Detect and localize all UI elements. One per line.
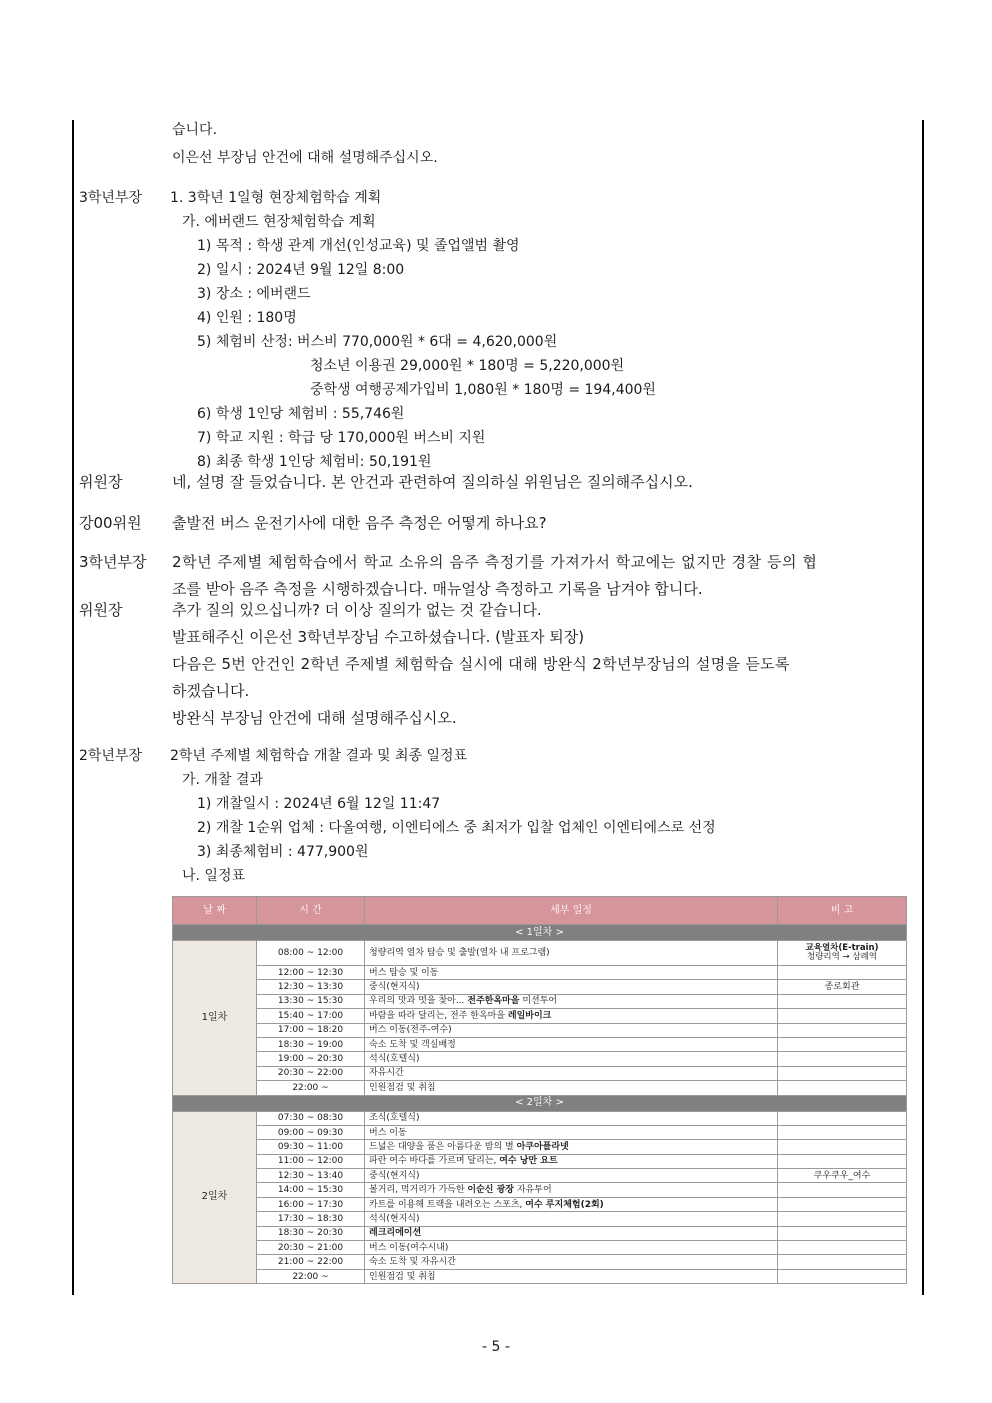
time-cell: 20:30 ~ 21:00 [257, 1241, 365, 1255]
note-cell [778, 1212, 907, 1226]
time-cell: 13:30 ~ 15:30 [257, 994, 365, 1008]
plan-cell [365, 966, 778, 980]
table-row [173, 1066, 907, 1080]
note-cell [778, 1111, 907, 1125]
text-line: 중학생 여행공제가입비 1,080원 * 180명 = 194,400원 [310, 382, 656, 398]
plan-cell [365, 1269, 778, 1283]
plan-highlight: 전주한옥마을 [467, 996, 520, 1007]
time-cell: 09:00 ~ 09:30 [257, 1125, 365, 1139]
text-line: 습니다. [172, 122, 218, 138]
plan-cell [365, 1037, 778, 1051]
note-cell [778, 1066, 907, 1080]
speaker-label: 위원장 [79, 601, 123, 619]
time-cell: 08:00 ~ 12:00 [257, 941, 365, 966]
right-border-line [922, 120, 924, 1295]
agenda-title: 2학년 주제별 체험학습 개찰 결과 및 최종 일정표 [170, 748, 468, 764]
text-line: 다음은 5번 안건인 2학년 주제별 체험학습 실시에 대해 방완식 2학년부장님의 설명을 듣도록 [172, 655, 790, 673]
plan-text: 자유투어 [514, 1185, 552, 1196]
plan-highlight: 레일바이크 [507, 1010, 552, 1021]
time-cell: 21:00 ~ 22:00 [257, 1255, 365, 1269]
time-cell: 18:30 ~ 20:30 [257, 1226, 365, 1240]
day-bar: < 2일차 > [173, 1095, 907, 1111]
plan-text: 바람을 따라 달리는, 전주 한옥마을 [369, 1010, 508, 1021]
plan-cell [365, 1169, 778, 1183]
note-cell [778, 941, 907, 966]
plan-text: 미션투어 [519, 996, 558, 1007]
note-cell [778, 1269, 907, 1283]
text-line: 8) 최종 학생 1인당 체험비: 50,191원 [197, 454, 432, 470]
plan-cell [365, 1183, 778, 1197]
table-row [173, 1183, 907, 1197]
note-cell: 종로회관 [778, 980, 907, 994]
text-line: 네, 설명 잘 들었습니다. 본 안건과 관련하여 질의하실 위원님은 질의해주십시오. [172, 473, 693, 491]
text-line: 1) 개찰일시 : 2024년 6월 12일 11:47 [197, 796, 441, 812]
plan-text: 파란 여수 바다를 가르며 달리는, [369, 1156, 500, 1167]
text-line: 청소년 이용권 29,000원 * 180명 = 5,220,000원 [310, 358, 625, 374]
time-cell: 12:30 ~ 13:40 [257, 1169, 365, 1183]
plan-text: 우리의 맛과 멋을 찾아... [369, 996, 468, 1007]
day-bar: < 1일차 > [173, 925, 907, 941]
time-cell: 20:30 ~ 22:00 [257, 1066, 365, 1080]
table-row [173, 1140, 907, 1154]
text-line: 가. 개찰 결과 [182, 772, 263, 788]
table-row [173, 1241, 907, 1255]
plan-cell [365, 1197, 778, 1211]
note-line: 청량리역 → 삼례역 [806, 952, 877, 962]
text-line: 2학년 주제별 체험학습에서 학교 소유의 음주 측정기를 가져가서 학교에는 없지만 경찰 등의 협 [172, 553, 818, 571]
table-row [173, 1023, 907, 1037]
note-line: 교육열차(E-train) [805, 943, 879, 953]
text-line: 하겠습니다. [172, 682, 250, 700]
agenda-title: 1. 3학년 1일형 현장체험학습 계획 [170, 190, 382, 206]
plan-text: 숙소 도착 및 객실배정 [369, 1039, 456, 1050]
table-row [173, 1111, 907, 1125]
plan-text: 중식(현지식) [369, 982, 420, 993]
plan-cell [365, 1226, 778, 1240]
note-cell [778, 1197, 907, 1211]
table-row [173, 1212, 907, 1226]
table-row [173, 966, 907, 980]
note-cell [778, 1154, 907, 1168]
table-row [173, 1255, 907, 1269]
header-note: 비 고 [778, 897, 907, 925]
text-line: 발표해주신 이은선 3학년부장님 수고하셨습니다. (발표자 퇴장) [172, 628, 585, 646]
text-line: 7) 학교 지원 : 학급 당 170,000원 버스비 지원 [197, 430, 486, 446]
table-row [173, 1169, 907, 1183]
header-date: 날 짜 [173, 897, 257, 925]
table-row [173, 1197, 907, 1211]
plan-cell [365, 1212, 778, 1226]
time-cell: 12:30 ~ 13:30 [257, 980, 365, 994]
plan-highlight: 이순신 광장 [467, 1185, 514, 1196]
note-cell [778, 1052, 907, 1066]
plan-text: 버스 이동 [369, 1127, 407, 1138]
text-line: 5) 체험비 산정: 버스비 770,000원 * 6대 = 4,620,000원 [197, 334, 558, 350]
table-row [173, 980, 907, 994]
table-row [173, 1081, 907, 1095]
time-cell: 22:00 ~ [257, 1081, 365, 1095]
plan-text: 숙소 도착 및 자유시간 [369, 1257, 456, 1268]
time-cell: 09:30 ~ 11:00 [257, 1140, 365, 1154]
time-cell: 17:30 ~ 18:30 [257, 1212, 365, 1226]
day-label: 1일차 [173, 941, 257, 1096]
table-row [173, 1125, 907, 1139]
plan-text: 버스 이동(여수시내) [369, 1242, 449, 1253]
plan-cell [365, 1154, 778, 1168]
plan-cell [365, 1052, 778, 1066]
day-label: 2일차 [173, 1111, 257, 1284]
time-cell: 18:30 ~ 19:00 [257, 1037, 365, 1051]
time-cell: 11:00 ~ 12:00 [257, 1154, 365, 1168]
plan-text: 인원점검 및 취침 [369, 1271, 436, 1282]
left-border-line [72, 120, 74, 1295]
speaker-label: 강00위원 [79, 514, 142, 532]
plan-text: 볼거리, 먹거리가 가득한 [369, 1185, 468, 1196]
note-cell [778, 1125, 907, 1139]
note-cell [778, 1140, 907, 1154]
speaker-label: 위원장 [79, 473, 123, 491]
text-line: 2) 일시 : 2024년 9월 12일 8:00 [197, 262, 405, 278]
plan-highlight: 여수 낭만 요트 [499, 1156, 558, 1167]
page-number: - 5 - [482, 1339, 510, 1355]
text-line: 3) 최종체험비 : 477,900원 [197, 844, 369, 860]
note-cell [778, 1009, 907, 1023]
time-cell: 07:30 ~ 08:30 [257, 1111, 365, 1125]
plan-cell [365, 1009, 778, 1023]
time-cell: 16:00 ~ 17:30 [257, 1197, 365, 1211]
text-line: 6) 학생 1인당 체험비 : 55,746원 [197, 406, 405, 422]
plan-cell [365, 1140, 778, 1154]
note-cell: 쿠우쿠우_여수 [778, 1169, 907, 1183]
speaker-label: 3학년부장 [79, 190, 143, 206]
plan-highlight: 레크리에이션 [369, 1228, 422, 1239]
text-line: 1) 목적 : 학생 관계 개선(인성교육) 및 졸업앨범 촬영 [197, 238, 520, 254]
note-cell [778, 1183, 907, 1197]
plan-text: 카트를 이용해 트랙을 내려오는 스포츠, [369, 1199, 526, 1210]
note-cell [778, 1241, 907, 1255]
plan-cell [365, 980, 778, 994]
table-row [173, 1269, 907, 1283]
table-row [173, 1052, 907, 1066]
time-cell: 12:00 ~ 12:30 [257, 966, 365, 980]
speaker-label: 2학년부장 [79, 748, 143, 764]
note-cell [778, 1255, 907, 1269]
note-cell [778, 966, 907, 980]
plan-text: 드넓은 대양을 품은 아름다운 밤의 별 [369, 1141, 517, 1152]
note-cell [778, 1226, 907, 1240]
plan-highlight: 아쿠아플라넷 [516, 1141, 569, 1152]
text-line: 2) 개찰 1순위 업체 : 다올여행, 이엔티에스 중 최저가 입찰 업체인 이엔티에스로 선정 [197, 820, 716, 836]
time-cell: 17:00 ~ 18:20 [257, 1023, 365, 1037]
plan-text: 버스 탑승 및 이동 [369, 967, 439, 978]
schedule-table [172, 896, 907, 1284]
text-line: 4) 인원 : 180명 [197, 310, 297, 326]
note-cell [778, 1081, 907, 1095]
plan-text: 버스 이동(전주-여수) [369, 1025, 452, 1036]
table-row [173, 1154, 907, 1168]
time-cell: 14:00 ~ 15:30 [257, 1183, 365, 1197]
plan-highlight: 여수 루지체험(2회) [525, 1199, 604, 1210]
plan-cell [365, 1111, 778, 1125]
plan-cell [365, 1081, 778, 1095]
plan-cell: 청량리역 열차 탑승 및 출발(열차 내 프로그램) [365, 941, 778, 966]
text-line: 가. 에버랜드 현장체험학습 계획 [182, 214, 376, 230]
plan-text: 석식(호텔식) [369, 1054, 420, 1065]
table-row [173, 1009, 907, 1023]
header-time: 시 간 [257, 897, 365, 925]
text-line: 조를 받아 음주 측정을 시행하겠습니다. 매뉴얼상 측정하고 기록을 남겨야 합니다. [172, 580, 703, 598]
plan-text: 석식(현지식) [369, 1213, 420, 1224]
time-cell: 19:00 ~ 20:30 [257, 1052, 365, 1066]
table-row [173, 1226, 907, 1240]
plan-cell [365, 1125, 778, 1139]
text-line: 나. 일정표 [182, 868, 245, 884]
plan-cell [365, 1023, 778, 1037]
time-cell: 15:40 ~ 17:00 [257, 1009, 365, 1023]
plan-cell [365, 1066, 778, 1080]
table-row [173, 1037, 907, 1051]
plan-cell [365, 994, 778, 1008]
table-row [173, 994, 907, 1008]
text-line: 3) 장소 : 에버랜드 [197, 286, 311, 302]
plan-text: 자유시간 [369, 1068, 404, 1079]
note-cell [778, 1023, 907, 1037]
plan-cell [365, 1255, 778, 1269]
plan-cell [365, 1241, 778, 1255]
plan-text: 인원점검 및 취침 [369, 1082, 436, 1093]
plan-text: 중식(현지식) [369, 1170, 420, 1181]
text-line: 이은선 부장님 안건에 대해 설명해주십시오. [172, 150, 438, 166]
note-cell [778, 1037, 907, 1051]
speaker-label: 3학년부장 [79, 553, 147, 571]
text-line: 방완식 부장님 안건에 대해 설명해주십시오. [172, 709, 457, 727]
header-plan: 세부 일정 [365, 897, 778, 925]
note-cell [778, 994, 907, 1008]
time-cell: 22:00 ~ [257, 1269, 365, 1283]
plan-text: 조식(호텔식) [369, 1113, 420, 1124]
text-line: 출발전 버스 운전기사에 대한 음주 측정은 어떻게 하나요? [172, 514, 547, 532]
text-line: 추가 질의 있으십니까? 더 이상 질의가 없는 것 같습니다. [172, 601, 542, 619]
